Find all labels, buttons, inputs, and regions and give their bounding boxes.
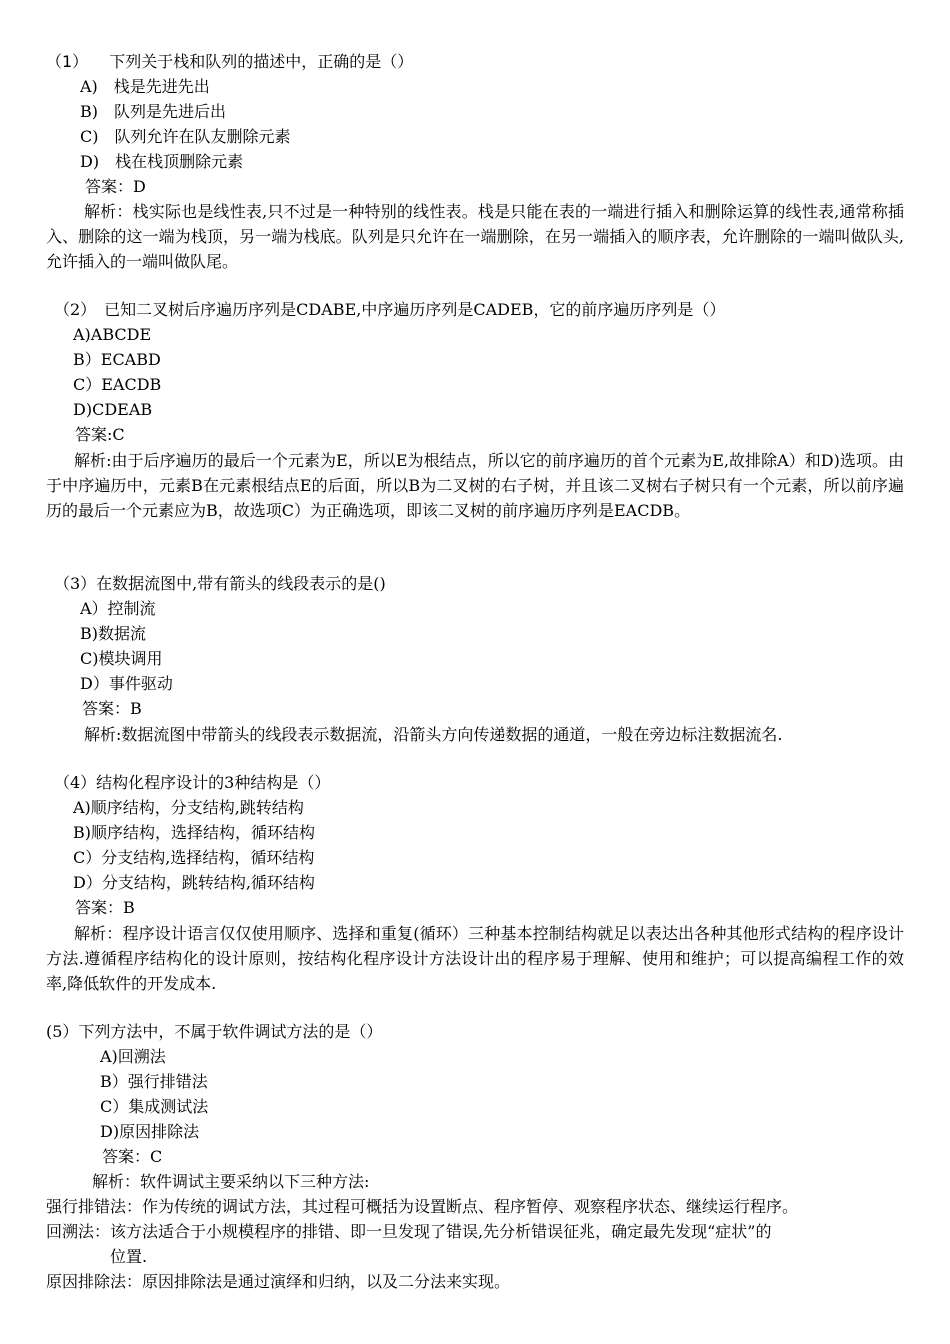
question-4-option-b: B)顺序结构，选择结构，循环结构 xyxy=(73,823,316,842)
question-2-option-d: D)CDEAB xyxy=(73,400,153,419)
question-1-option-c: C) 队列允许在队友删除元素 xyxy=(80,127,291,146)
question-5-stem: (5）下列方法中，不属于软件调试方法的是（） xyxy=(46,1022,383,1041)
question-2-analysis: 解析:由于后序遍历的最后一个元素为E，所以E为根结点，所以它的前序遍历的首个元素为E,故排除A）和D)选项。由于中序遍历中，元素B在元素根结点E的后面，所以B为二叉树的右子树，并且该二叉树右子树只有一个元素，所以前序遍历的最后一个元素应为B，故选项C）为正确选项，即该二叉树的前序遍历序列是EACDB。 xyxy=(46,451,904,520)
question-4-option-d: D）分支结构，跳转结构,循环结构 xyxy=(73,873,315,892)
question-4-answer: 答案：B xyxy=(75,898,135,917)
question-1-option-d: D) 栈在栈顶删除元素 xyxy=(80,152,244,171)
question-3-analysis: 解析:数据流图中带箭头的线段表示数据流，沿箭头方向传递数据的通道，一般在旁边标注数据流名. xyxy=(84,725,783,744)
question-5-analysis: 解析：软件调试主要采纳以下三种方法: xyxy=(92,1172,370,1191)
question-1-option-a: A) 栈是先进先出 xyxy=(80,77,210,96)
question-5-method-backtrack: 回溯法：该方法适合于小规模程序的排错、即一旦发现了错误,先分析错误征兆，确定最先发现“症状”的 xyxy=(46,1222,772,1241)
question-5-answer: 答案：C xyxy=(102,1147,163,1166)
question-4-analysis: 解析：程序设计语言仅仅使用顺序、选择和重复(循环）三种基本控制结构就足以表达出各种其他形式结构的程序设计方法.遵循程序结构化的设计原则，按结构化程序设计方法设计出的程序易于理解、使用和维护；可以提高编程工作的效率,降低软件的开发成本. xyxy=(46,924,904,993)
question-4-option-c: C）分支结构,选择结构，循环结构 xyxy=(73,848,315,867)
question-5-option-a: A)回溯法 xyxy=(100,1047,166,1066)
question-4-option-a: A)顺序结构，分支结构,跳转结构 xyxy=(73,798,304,817)
question-3-option-c: C)模块调用 xyxy=(80,649,163,668)
question-1-analysis: 解析：栈实际也是线性表,只不过是一种特别的线性表。栈是只能在表的一端进行插入和删除运算的线性表,通常称插入、删除的这一端为栈顶，另一端为栈底。队列是只允许在一端删除，在另一端插入的顺序表，允许删除的一端叫做队头,允许插入的一端叫做队尾。 xyxy=(46,202,904,271)
question-2-stem: （2） 已知二叉树后序遍历序列是CDABE,中序遍历序列是CADEB，它的前序遍历序列是（） xyxy=(54,300,726,319)
question-3-stem: （3）在数据流图中,带有箭头的线段表示的是() xyxy=(54,574,386,593)
question-5-method-force: 强行排错法：作为传统的调试方法，其过程可概括为设置断点、程序暂停、观察程序状态、继续运行程序。 xyxy=(46,1197,799,1216)
question-1-stem: （1） 下列关于栈和队列的描述中，正确的是（） xyxy=(46,52,414,71)
question-2-answer: 答案:C xyxy=(75,425,125,444)
question-5-option-d: D)原因排除法 xyxy=(100,1122,200,1141)
question-5-method-backtrack-cont: 位置. xyxy=(110,1247,148,1266)
question-1-option-b: B) 队列是先进后出 xyxy=(80,102,227,121)
question-4-stem: （4）结构化程序设计的3种结构是（） xyxy=(54,773,331,792)
question-3-answer: 答案：B xyxy=(82,699,142,718)
question-1-answer: 答案：D xyxy=(85,177,146,196)
question-2-option-c: C）EACDB xyxy=(73,375,162,394)
question-3-option-a: A）控制流 xyxy=(80,599,156,618)
question-3-option-b: B)数据流 xyxy=(80,624,147,643)
question-5-method-cause-elimination: 原因排除法：原因排除法是通过演绎和归纳，以及二分法来实现。 xyxy=(46,1272,511,1291)
question-2-option-b: B）ECABD xyxy=(73,350,161,369)
question-5-option-c: C）集成测试法 xyxy=(100,1097,209,1116)
question-3-option-d: D）事件驱动 xyxy=(80,674,173,693)
question-2-option-a: A)ABCDE xyxy=(73,325,152,344)
question-5-option-b: B）强行排错法 xyxy=(100,1072,208,1091)
